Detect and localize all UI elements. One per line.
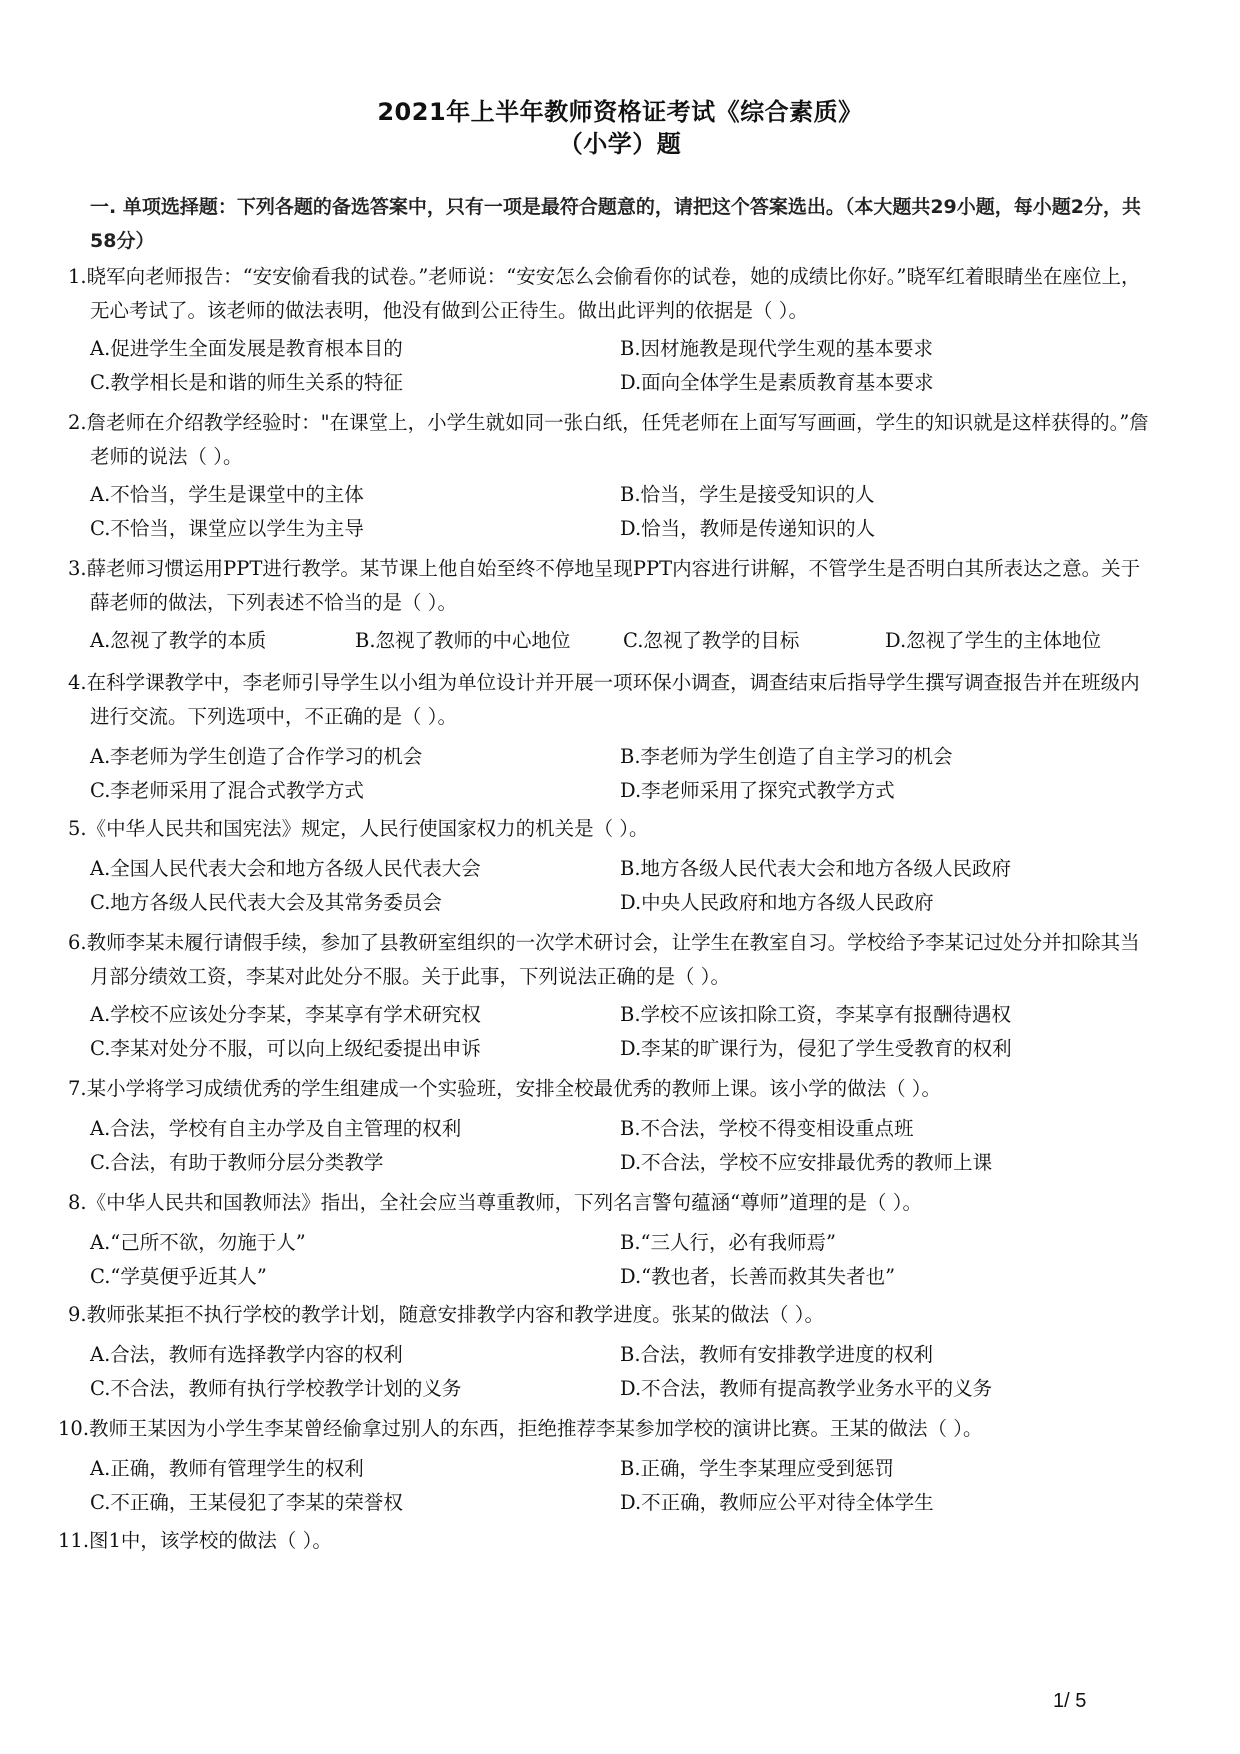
question-6: 6.教师李某未履行请假手续，参加了县教研室组织的一次学术研讨会，让学生在教室自习。学校给予李某记过处分并扣除其当月部分绩效工资，李某对此处分不服。关于此事，下列说法正确的是（ ）。 bbox=[68, 931, 1140, 988]
question-3: 3.薛老师习惯运用PPT进行教学。某节课上他自始至终不停地呈现PPT内容进行讲解，不管学生是否明白其所表达之意。关于薛老师的做法，下列表述不恰当的是（ ）。 bbox=[68, 557, 1141, 614]
document-title: 2021年上半年教师资格证考试《综合素质》 bbox=[377, 98, 863, 126]
option-d: D.面向全体学生是素质教育基本要求 bbox=[620, 371, 934, 394]
option-c: C.李某对处分不服，可以向上级纪委提出申诉 bbox=[90, 1037, 481, 1060]
question-1: 1.晓军向老师报告：“安安偷看我的试卷。”老师说：“安安怎么会偷看你的试卷，她的成绩比你好。”晓军红着眼睛坐在座位上，无心考试了。该老师的做法表明，他没有做到公正待生。做出此评判的依据是（ ）。 bbox=[68, 265, 1141, 322]
question-4: 4.在科学课教学中，李老师引导学生以小组为单位设计并开展一项环保小调查，调查结束后指导学生撰写调查报告并在班级内进行交流。下列选项中，不正确的是（ ）。 bbox=[68, 671, 1140, 728]
option-a: A.合法，学校有自主办学及自主管理的权利 bbox=[90, 1117, 462, 1140]
question-9: 9.教师张某拒不执行学校的教学计划，随意安排教学内容和教学进度。张某的做法（ ）。 bbox=[68, 1303, 825, 1326]
question-3-options bbox=[90, 624, 1160, 658]
option-b: B.合法，教师有安排教学进度的权利 bbox=[620, 1343, 934, 1366]
option-a: A.忽视了教学的本质 bbox=[90, 629, 267, 652]
option-d: D.不正确，教师应公平对待全体学生 bbox=[620, 1491, 934, 1514]
question-8-options bbox=[90, 1226, 1160, 1294]
option-b: B.正确，学生李某理应受到惩罚 bbox=[620, 1457, 895, 1480]
section-instruction: 一. 单项选择题：下列各题的备选答案中，只有一项是最符合题意的，请把这个答案选出。（本大题共29小题，每小题2分，共58分） bbox=[90, 196, 1141, 252]
option-c: C.不正确，王某侵犯了李某的荣誉权 bbox=[90, 1491, 403, 1514]
question-10: 10.教师王某因为小学生李某曾经偷拿过别人的东西，拒绝推荐李某参加学校的演讲比赛。王某的做法（ ）。 bbox=[58, 1417, 983, 1440]
question-4-options bbox=[90, 740, 1160, 808]
option-c: C.合法，有助于教师分层分类教学 bbox=[90, 1151, 384, 1174]
option-d: D.恰当，教师是传递知识的人 bbox=[620, 517, 876, 540]
option-b: B.“三人行，必有我师焉” bbox=[620, 1231, 836, 1254]
option-d: D.忽视了学生的主体地位 bbox=[885, 629, 1102, 652]
question-5-options bbox=[90, 852, 1160, 920]
question-7: 7.某小学将学习成绩优秀的学生组建成一个实验班，安排全校最优秀的教师上课。该小学的做法（ ）。 bbox=[68, 1077, 942, 1100]
option-c: C.教学相长是和谐的师生关系的特征 bbox=[90, 371, 403, 394]
page-indicator: 1/ 5 bbox=[1053, 1690, 1087, 1712]
option-b: B.地方各级人民代表大会和地方各级人民政府 bbox=[620, 857, 1012, 880]
option-c: C.李老师采用了混合式教学方式 bbox=[90, 779, 364, 802]
question-2-options bbox=[90, 478, 1160, 546]
option-c: C.忽视了教学的目标 bbox=[623, 629, 800, 652]
option-a: A.全国人民代表大会和地方各级人民代表大会 bbox=[90, 857, 481, 880]
document-subtitle: （小学）题 bbox=[558, 130, 682, 158]
question-7-options bbox=[90, 1112, 1160, 1180]
question-11: 11.图1中，该学校的做法（ ）。 bbox=[58, 1529, 332, 1552]
option-b: B.李老师为学生创造了自主学习的机会 bbox=[620, 745, 953, 768]
question-8: 8.《中华人民共和国教师法》指出，全社会应当尊重教师，下列名言警句蕴涵“尊师”道理的是（ ）。 bbox=[68, 1191, 922, 1214]
option-a: A.合法，教师有选择教学内容的权利 bbox=[90, 1343, 403, 1366]
question-2: 2.詹老师在介绍教学经验时："在课堂上，小学生就如同一张白纸，任凭老师在上面写写画画，学生的知识就是这样获得的。”詹老师的说法（ ）。 bbox=[68, 411, 1149, 468]
option-d: D.“教也者，长善而救其失者也” bbox=[620, 1265, 896, 1288]
question-5: 5.《中华人民共和国宪法》规定，人民行使国家权力的机关是（ ）。 bbox=[68, 817, 649, 840]
question-1-options bbox=[90, 332, 1160, 400]
option-b: B.学校不应该扣除工资，李某享有报酬待遇权 bbox=[620, 1003, 1012, 1026]
question-10-options bbox=[90, 1452, 1160, 1520]
option-a: A.李老师为学生创造了合作学习的机会 bbox=[90, 745, 423, 768]
question-9-options bbox=[90, 1338, 1160, 1406]
option-c: C.不合法，教师有执行学校教学计划的义务 bbox=[90, 1377, 462, 1400]
option-a: A.正确，教师有管理学生的权利 bbox=[90, 1457, 364, 1480]
option-c: C.“学莫便乎近其人” bbox=[90, 1265, 267, 1288]
option-b: B.忽视了教师的中心地位 bbox=[355, 629, 571, 652]
option-b: B.因材施教是现代学生观的基本要求 bbox=[620, 337, 934, 360]
option-d: D.中央人民政府和地方各级人民政府 bbox=[620, 891, 934, 914]
option-c: C.不恰当，课堂应以学生为主导 bbox=[90, 517, 364, 540]
question-6-options bbox=[90, 998, 1160, 1066]
option-a: A.不恰当，学生是课堂中的主体 bbox=[90, 483, 364, 506]
option-b: B.不合法，学校不得变相设重点班 bbox=[620, 1117, 914, 1140]
option-d: D.不合法，教师有提高教学业务水平的义务 bbox=[620, 1377, 993, 1400]
option-a: A.学校不应该处分李某，李某享有学术研究权 bbox=[90, 1003, 481, 1026]
option-c: C.地方各级人民代表大会及其常务委员会 bbox=[90, 891, 442, 914]
option-d: D.不合法，学校不应安排最优秀的教师上课 bbox=[620, 1151, 993, 1174]
option-d: D.李老师采用了探究式教学方式 bbox=[620, 779, 895, 802]
option-a: A.“己所不欲，勿施于人” bbox=[90, 1231, 306, 1254]
option-a: A.促进学生全面发展是教育根本目的 bbox=[90, 337, 403, 360]
option-b: B.恰当，学生是接受知识的人 bbox=[620, 483, 875, 506]
option-d: D.李某的旷课行为，侵犯了学生受教育的权利 bbox=[620, 1037, 1012, 1060]
